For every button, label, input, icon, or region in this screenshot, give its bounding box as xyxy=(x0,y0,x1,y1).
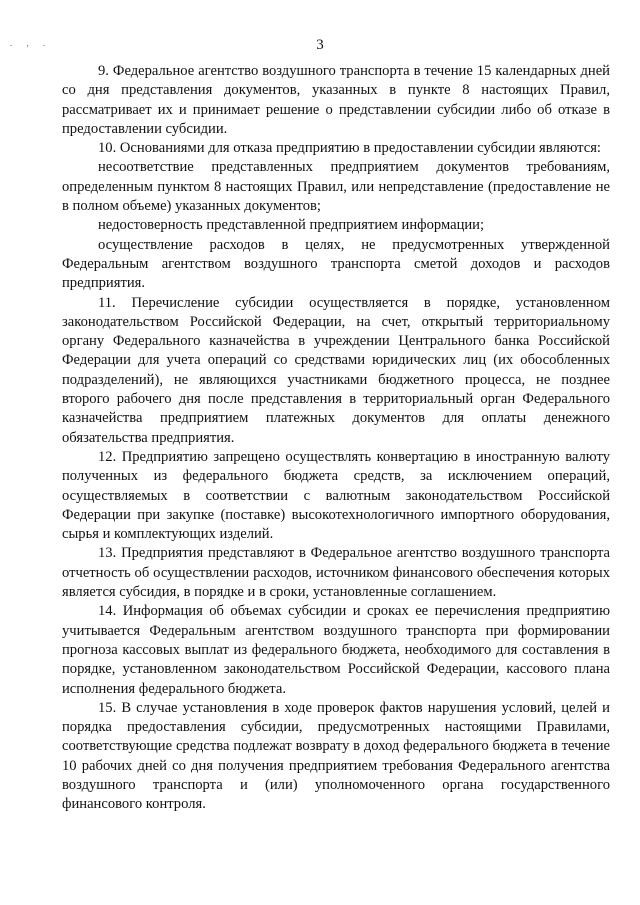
paragraph-10-item-1: несоответствие представленных предприятием документов требованиям, определенным пунктом 8 настоящих Правил, или непредставление (предоставление не в полном объеме) указанных документов; xyxy=(62,159,610,215)
paragraph-14: 14. Информация об объемах субсидии и сроках ее перечисления предприятию учитывается Федеральным агентством воздушного транспорта при формировании прогноза кассовых выплат из федерального бюджета, необходимого для составления в порядке, установленном законодательством Российской Федерации, кассового плана исполнения федерального бюджета. xyxy=(62,603,610,697)
paragraph-12: 12. Предприятию запрещено осуществлять конвертацию в иностранную валюту полученных из федерального бюджета средств, за исключением операций, осуществляемых в соответствии с валютным законодательством Российской Федерации при закупке (поставке) высокотехнологичного импортного оборудования, сырья и комплектующих изделий. xyxy=(62,448,610,543)
paragraph-10-item-2: недостоверность представленной предприятием информации; xyxy=(98,217,485,234)
paragraph-15: 15. В случае установления в ходе проверок фактов нарушения условий, целей и порядка предоставления субсидии, предусмотренных настоящими Правилами, соответствующие средства подлежат возврату в доход федерального бюджета в течение 10 рабочих дней со дня получения предприятием требования Федерального агентства воздушного транспорта и (или) уполномоченного органа государственного финансового контроля. xyxy=(62,699,610,813)
paragraph-11: 11. Перечисление субсидии осуществляется в порядке, установленном законодательством Российской Федерации, на счет, открытый территориальному органу Федерального казначейства в учреждении Центрального банка Российской Федерации для учета операций со средствами юридических лиц (их обособленных подразделений), не являющихся участниками бюджетного процесса, не позднее второго рабочего дня после представления в территориальный орган Федерального казначейства предприятием платежных документов для оплаты денежного обязательства предприятия. xyxy=(62,294,610,446)
page-number: 3 xyxy=(316,37,324,53)
paragraph-13: 13. Предприятия представляют в Федеральное агентство воздушного транспорта отчетность об осуществлении расходов, источником финансового обеспечения которых является субсидия, в порядке и в сроки, установленные соглашением. xyxy=(62,545,610,601)
scan-artifact-mark: . , . xyxy=(10,38,52,48)
paragraph-9: 9. Федеральное агентство воздушного транспорта в течение 15 календарных дней со дня представления документов, указанных в пункте 8 настоящих Правил, рассматривает их и принимает решение о представлении субсидии либо об отказе в предоставлении субсидии. xyxy=(62,63,610,137)
paragraph-10-item-3: осуществление расходов в целях, не предусмотренных утвержденной Федеральным агентством воздушного транспорта сметой доходов и расходов предприятия. xyxy=(62,236,610,292)
paragraph-10: 10. Основаниями для отказа предприятию в предоставлении субсидии являются: xyxy=(98,140,601,157)
document-body xyxy=(62,62,610,815)
